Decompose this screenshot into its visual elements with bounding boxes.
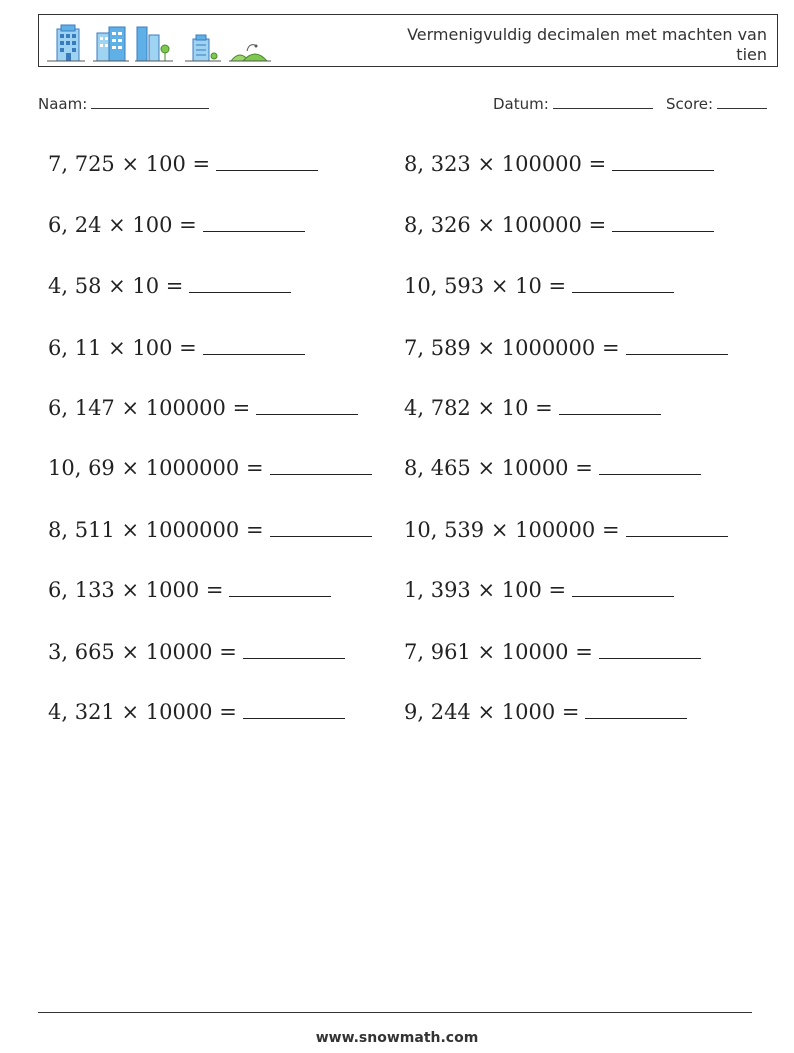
office-building-icon: [93, 27, 129, 61]
score-label: Score:: [666, 95, 714, 113]
problem-item: [404, 213, 714, 237]
problem-text: 7, 725 × 100 =: [48, 152, 211, 176]
problem-item: [48, 456, 372, 480]
score-field: [666, 94, 767, 113]
name-label: Naam:: [38, 95, 88, 113]
answer-blank[interactable]: [626, 518, 728, 537]
problem-item: [48, 213, 305, 237]
problem-item: [48, 518, 372, 542]
problem-text: 3, 665 × 10000 =: [48, 640, 237, 664]
problem-item: [404, 152, 714, 176]
problem-item: [404, 336, 728, 360]
building-icon: [47, 25, 85, 61]
problem-text: 6, 147 × 100000 =: [48, 396, 251, 420]
problem-item: [48, 152, 318, 176]
date-label: Datum:: [493, 95, 549, 113]
date-field: [493, 94, 653, 113]
footer-divider: [38, 1012, 752, 1013]
worksheet-title: Vermenigvuldig decimalen met machten van tien: [407, 25, 767, 64]
answer-blank[interactable]: [243, 700, 345, 719]
answer-blank[interactable]: [599, 640, 701, 659]
problem-text: 7, 961 × 10000 =: [404, 640, 593, 664]
answer-blank[interactable]: [256, 396, 358, 415]
problem-item: [48, 336, 305, 360]
problem-text: 4, 321 × 10000 =: [48, 700, 237, 724]
name-blank[interactable]: [91, 94, 209, 109]
answer-blank[interactable]: [189, 274, 291, 293]
problem-text: 8, 465 × 10000 =: [404, 456, 593, 480]
answer-blank[interactable]: [572, 578, 674, 597]
problem-text: 6, 11 × 100 =: [48, 336, 197, 360]
small-building-icon: [185, 35, 221, 61]
answer-blank[interactable]: [203, 213, 305, 232]
problem-text: 10, 593 × 10 =: [404, 274, 567, 298]
problem-text: 8, 326 × 100000 =: [404, 213, 607, 237]
problem-item: [404, 518, 728, 542]
answer-blank[interactable]: [626, 336, 728, 355]
score-blank[interactable]: [717, 94, 767, 109]
problem-item: [404, 274, 674, 298]
problem-item: [404, 456, 701, 480]
answer-blank[interactable]: [203, 336, 305, 355]
answer-blank[interactable]: [229, 578, 331, 597]
problem-text: 4, 782 × 10 =: [404, 396, 553, 420]
answer-blank[interactable]: [612, 213, 714, 232]
answer-blank[interactable]: [559, 396, 661, 415]
name-field: [38, 94, 209, 113]
problem-item: [48, 640, 345, 664]
problem-item: [404, 640, 701, 664]
problem-text: 4, 58 × 10 =: [48, 274, 184, 298]
problem-item: [404, 396, 661, 420]
answer-blank[interactable]: [216, 152, 318, 171]
problem-text: 9, 244 × 1000 =: [404, 700, 580, 724]
answer-blank[interactable]: [243, 640, 345, 659]
problem-item: [48, 578, 331, 602]
problem-text: 7, 589 × 1000000 =: [404, 336, 620, 360]
footer-site[interactable]: www.snowmath.com: [315, 1030, 479, 1046]
answer-blank[interactable]: [599, 456, 701, 475]
answer-blank[interactable]: [572, 274, 674, 293]
problem-text: 6, 133 × 1000 =: [48, 578, 224, 602]
answer-blank[interactable]: [270, 456, 372, 475]
problem-item: [48, 700, 345, 724]
problem-text: 8, 511 × 1000000 =: [48, 518, 264, 542]
problem-text: 10, 539 × 100000 =: [404, 518, 620, 542]
answer-blank[interactable]: [270, 518, 372, 537]
problem-item: [48, 274, 291, 298]
problem-item: [404, 578, 674, 602]
city-trees-icon: [135, 27, 173, 61]
problem-text: 8, 323 × 100000 =: [404, 152, 607, 176]
problem-text: 6, 24 × 100 =: [48, 213, 197, 237]
problem-text: 10, 69 × 1000000 =: [48, 456, 264, 480]
problem-text: 1, 393 × 100 =: [404, 578, 567, 602]
date-blank[interactable]: [553, 94, 653, 109]
problem-item: [48, 396, 358, 420]
park-icon: [229, 45, 271, 62]
header-icons: [45, 23, 275, 63]
answer-blank[interactable]: [612, 152, 714, 171]
problem-item: [404, 700, 687, 724]
worksheet-header: [38, 14, 778, 67]
answer-blank[interactable]: [585, 700, 687, 719]
